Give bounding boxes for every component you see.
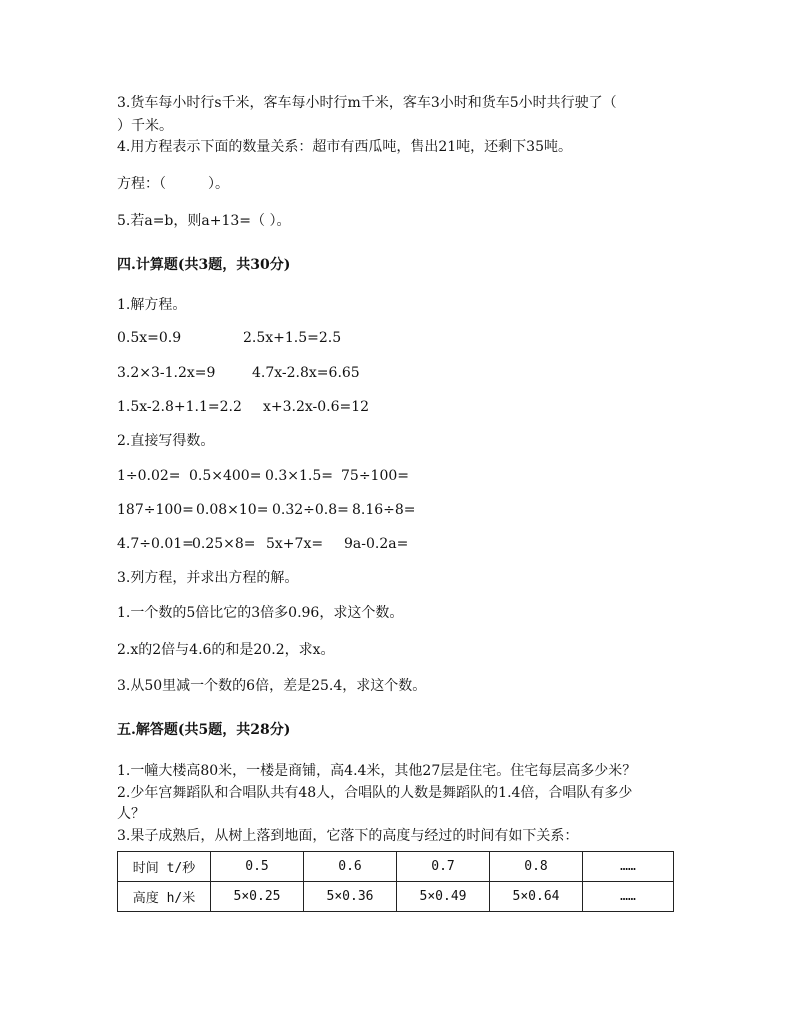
table-cell: …… bbox=[583, 852, 674, 882]
calc-item: 1÷0.02= bbox=[117, 468, 181, 484]
calc-item: 0.08×10= bbox=[196, 502, 269, 518]
equation: 1.5x-2.8+1.1=2.2 bbox=[117, 399, 242, 415]
table-row bbox=[118, 882, 674, 912]
table-cell: 5×0.25 bbox=[211, 882, 304, 912]
word-problem-1: 1.一个数的5倍比它的3倍多0.96，求这个数。 bbox=[117, 605, 404, 621]
section-5-q2-line-1: 2.少年宫舞蹈队和合唱队共有48人，合唱队的人数是舞蹈队的1.4倍，合唱队有多少 bbox=[117, 785, 633, 801]
calc-item: 9a-0.2a= bbox=[344, 536, 409, 552]
word-problem-3: 3.从50里减一个数的6倍，差是25.4，求这个数。 bbox=[117, 678, 427, 694]
table-row bbox=[118, 852, 674, 882]
section-5-q3: 3.果子成熟后，从树上落到地面，它落下的高度与经过的时间有如下关系： bbox=[117, 828, 579, 844]
equation: x+3.2x-0.6=12 bbox=[263, 399, 370, 415]
fall-height-table bbox=[117, 851, 674, 912]
calc-item: 0.25×8= bbox=[192, 536, 256, 552]
section-5-q1: 1.一幢大楼高80米，一楼是商铺，高4.4米，其他27层是住宅。住宅每层高多少米？ bbox=[117, 763, 637, 779]
equation: 2.5x+1.5=2.5 bbox=[243, 330, 342, 346]
equation: 0.5x=0.9 bbox=[117, 330, 182, 346]
table-cell: 0.7 bbox=[397, 852, 490, 882]
calc-item: 0.32÷0.8= bbox=[272, 502, 349, 518]
section-4-q2-title: 2.直接写得数。 bbox=[117, 433, 215, 449]
calc-item: 5x+7x= bbox=[266, 536, 324, 552]
section-5-heading: 五.解答题(共5题，共28分) bbox=[117, 722, 291, 738]
question-3-line-1: 3.货车每小时行s千米，客车每小时行m千米，客车3小时和货车5小时共行驶了（ bbox=[117, 95, 617, 111]
equation: 4.7x-2.8x=6.65 bbox=[252, 365, 360, 381]
section-4-q1-title: 1.解方程。 bbox=[117, 297, 187, 313]
calc-item: 0.5×400= bbox=[189, 468, 262, 484]
table-cell: 5×0.64 bbox=[490, 882, 583, 912]
question-4: 4.用方程表示下面的数量关系：超市有西瓜吨，售出21吨，还剩下35吨。 bbox=[117, 139, 572, 155]
section-5-q2-line-2: 人？ bbox=[117, 806, 145, 822]
question-3-line-2: ）千米。 bbox=[117, 118, 173, 134]
table-header-cell: 时间 t/秒 bbox=[118, 852, 211, 882]
calc-item: 0.3×1.5= bbox=[265, 468, 333, 484]
section-4-heading: 四.计算题(共3题，共30分) bbox=[117, 257, 291, 273]
table-header-cell: 高度 h/米 bbox=[118, 882, 211, 912]
equation: 3.2×3-1.2x=9 bbox=[117, 365, 216, 381]
table-cell: 0.8 bbox=[490, 852, 583, 882]
table-cell: 5×0.36 bbox=[304, 882, 397, 912]
calc-item: 75÷100= bbox=[341, 468, 409, 484]
question-4-answer: 方程：（ ）。 bbox=[117, 176, 229, 192]
calc-item: 8.16÷8= bbox=[352, 502, 416, 518]
calc-item: 4.7÷0.01= bbox=[117, 536, 194, 552]
question-5: 5.若a=b，则a+13=（ ）。 bbox=[117, 213, 291, 229]
word-problem-2: 2.x的2倍与4.6的和是20.2，求x。 bbox=[117, 642, 335, 658]
table-cell: 0.6 bbox=[304, 852, 397, 882]
section-4-q3-title: 3.列方程，并求出方程的解。 bbox=[117, 570, 299, 586]
table-cell: 5×0.49 bbox=[397, 882, 490, 912]
table-cell: …… bbox=[583, 882, 674, 912]
table-cell: 0.5 bbox=[211, 852, 304, 882]
calc-item: 187÷100= bbox=[117, 502, 194, 518]
